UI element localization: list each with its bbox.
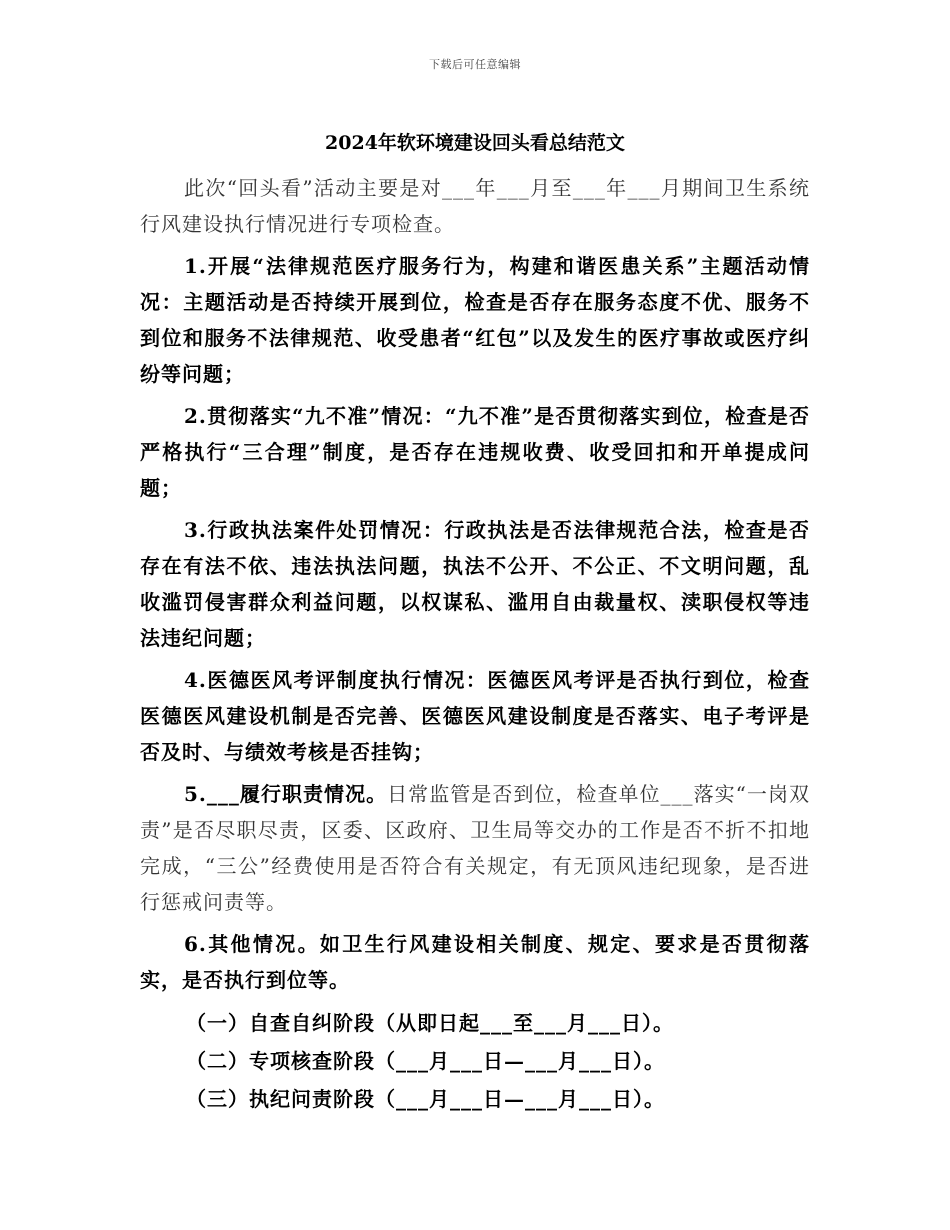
item-6-paragraph: 6.其他情况。如卫生行风建设相关制度、规定、要求是否贯彻落实，是否执行到位等。 [140, 932, 810, 992]
item-5-text: 日常监管是否到位，检查单位___落实“一岗双责”是否尽职尽责，区委、区政府、卫生局等交办的工作是否不折不扣地完成，“三公”经费使用是否符合有关规定，有无顶风违纪现象，是否进行惩戒问责等。 [140, 782, 810, 914]
item-1-paragraph: 1.开展“法律规范医疗服务行为，构建和谐医患关系”主题活动情况：主题活动是否持续开展到位，检查是否存在服务态度不优、服务不到位和服务不法律规范、收受患者“红包”以及发生的医疗事故或医疗纠纷等问题； [140, 254, 810, 386]
document-body [140, 170, 810, 1118]
intro-paragraph: 此次“回头看”活动主要是对___年___月至___年___月期间卫生系统行风建设执行情况进行专项检查。 [140, 176, 810, 236]
header-note: 下载后可任意编辑 [429, 58, 521, 71]
stage-3: （三）执纪问责阶段（___月___日—___月___日）。 [186, 1087, 665, 1111]
item-5-paragraph [140, 776, 810, 920]
item-4-paragraph: 4.医德医风考评制度执行情况：医德医风考评是否执行到位，检查医德医风建设机制是否完善、医德医风建设制度是否落实、电子考评是否及时、与绩效考核是否挂钩； [140, 668, 810, 764]
document-title: 2024年软环境建设回头看总结范文 [325, 132, 625, 154]
item-2-paragraph: 2.贯彻落实“九不准”情况：“九不准”是否贯彻落实到位，检查是否严格执行“三合理”制度，是否存在违规收费、收受回扣和开单提成问题； [140, 404, 810, 500]
stage-2: （二）专项核查阶段（___月___日—___月___日）。 [186, 1049, 665, 1073]
item-3-paragraph: 3.行政执法案件处罚情况：行政执法是否法律规范合法，检查是否存在有法不依、违法执法问题，执法不公开、不公正、不文明问题，乱收滥罚侵害群众利益问题，以权谋私、滥用自由裁量权、渎职侵权等违法违纪问题； [140, 518, 810, 650]
item-5-lead: 5.___履行职责情况。 [184, 782, 388, 806]
stage-1: （一）自查自纠阶段（从即日起___至___月___日）。 [186, 1011, 674, 1035]
